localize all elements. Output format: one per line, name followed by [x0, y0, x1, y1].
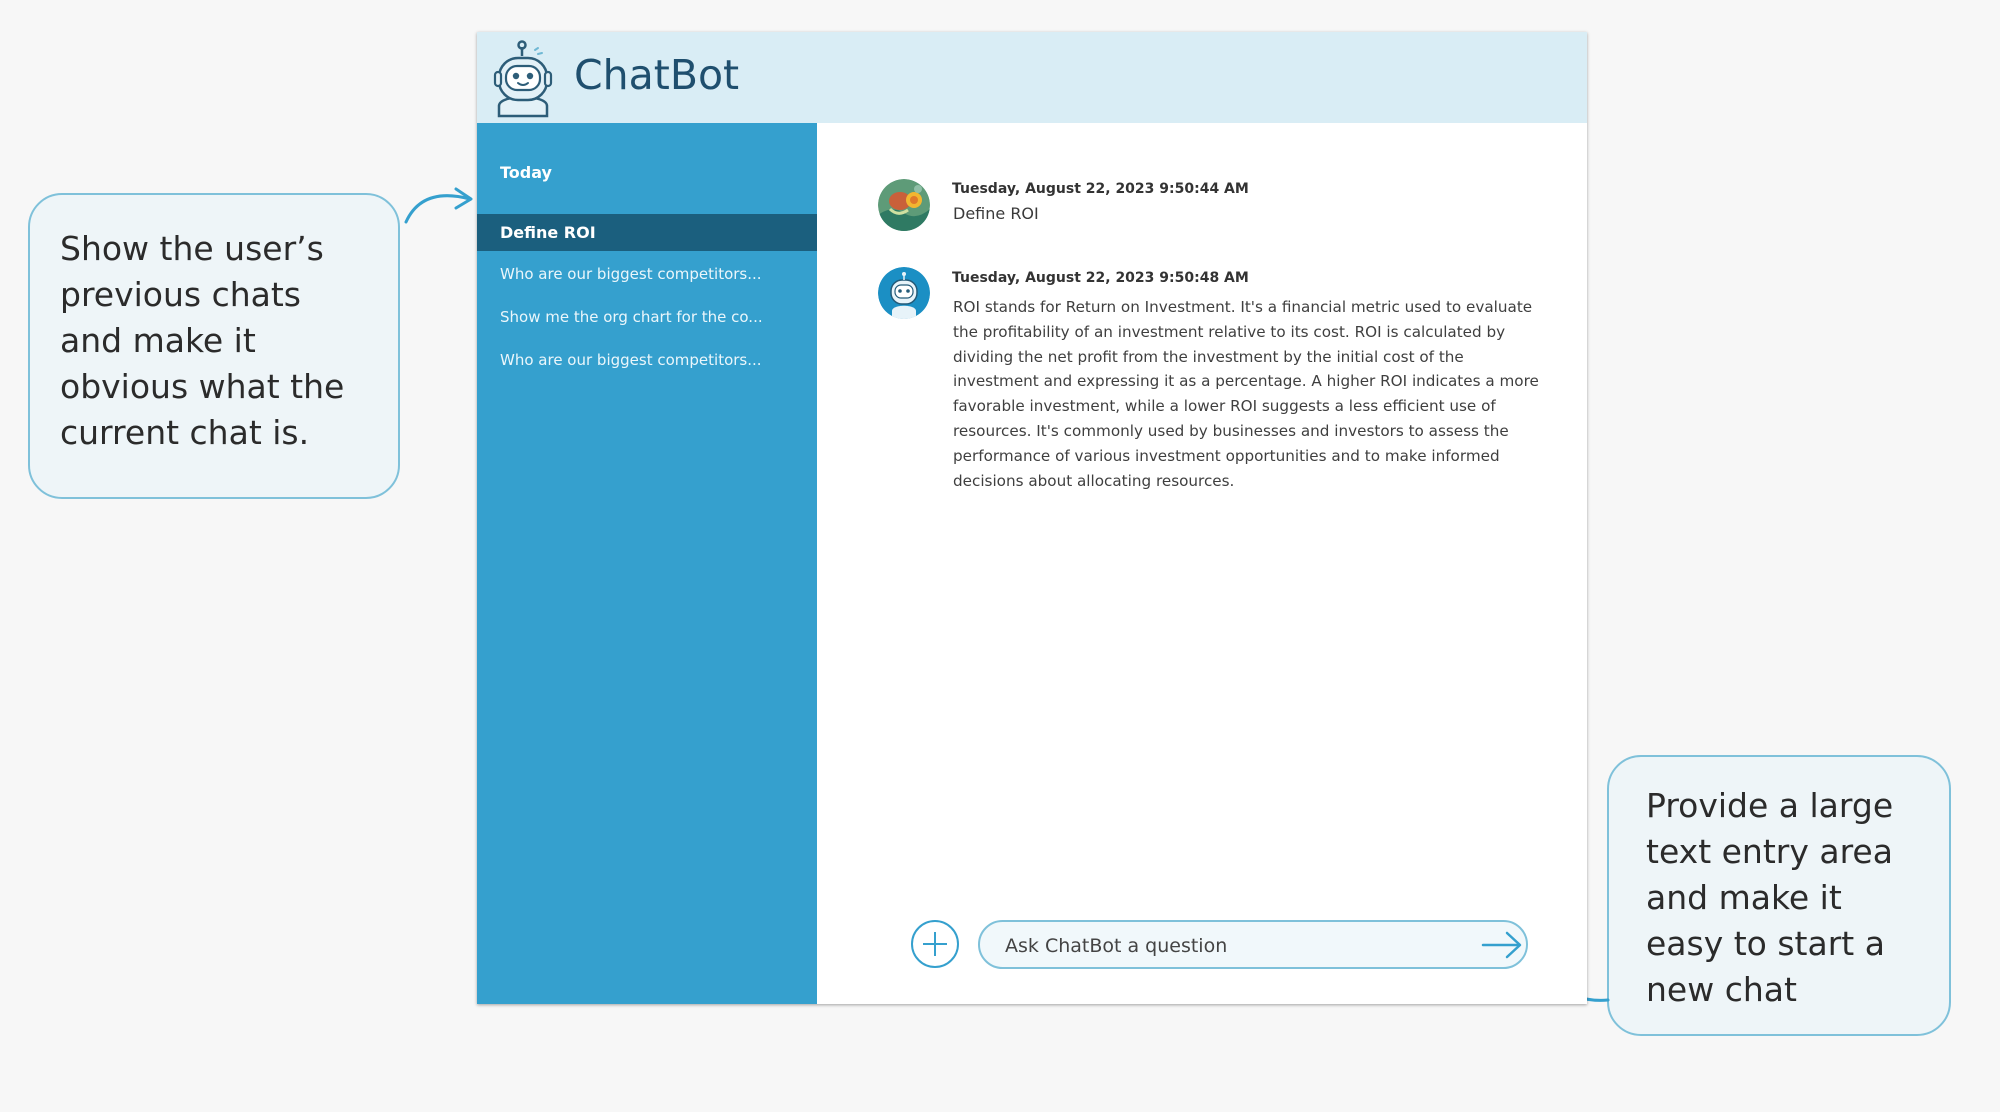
sidebar-item[interactable]: Who are our biggest competitors... — [500, 351, 762, 369]
sidebar-item-active[interactable]: Define ROI — [477, 214, 817, 251]
question-input-container — [978, 920, 1528, 969]
annotation-callout-right: Provide a large text entry area and make it easy to start a new chat — [1607, 755, 1951, 1036]
chat-history-sidebar — [477, 123, 817, 1004]
sidebar-item[interactable]: Show me the org chart for the co... — [500, 308, 763, 326]
plus-icon — [913, 922, 957, 966]
annotation-callout-left: Show the user’s previous chats and make it obvious what the current chat is. — [28, 193, 400, 499]
sidebar-item[interactable]: Who are our biggest competitors... — [500, 265, 762, 283]
question-input[interactable] — [1003, 930, 1447, 961]
app-title: ChatBot — [574, 51, 740, 99]
chatbot-window — [477, 32, 1587, 1004]
app-header — [477, 32, 1587, 123]
message-timestamp: Tuesday, August 22, 2023 9:50:48 AM — [952, 270, 1249, 286]
bot-message-text: ROI stands for Return on Investment. It's a financial metric used to evaluate the profitability of an investment relative to its cost. ROI is calculated by dividing the net profit from the investment by the initial cost of the investment and expressing it as a percentage. A higher ROI indicates a more favorable investment, while a lower ROI suggests a less efficient use of resources. It's commonly used by businesses and investors to assess the performance of various investment opportunities and to make informed decisions about allocating resources. — [953, 298, 1539, 490]
message-timestamp: Tuesday, August 22, 2023 9:50:44 AM — [952, 181, 1249, 197]
robot-icon — [491, 38, 555, 118]
user-avatar — [878, 179, 930, 231]
send-arrow-icon[interactable] — [1480, 929, 1524, 961]
sidebar-section-today: Today — [500, 163, 552, 182]
user-message-text: Define ROI — [953, 204, 1039, 223]
curved-arrow-icon — [400, 180, 480, 230]
new-chat-button[interactable] — [911, 920, 959, 968]
bot-avatar-robot-icon — [878, 267, 930, 319]
